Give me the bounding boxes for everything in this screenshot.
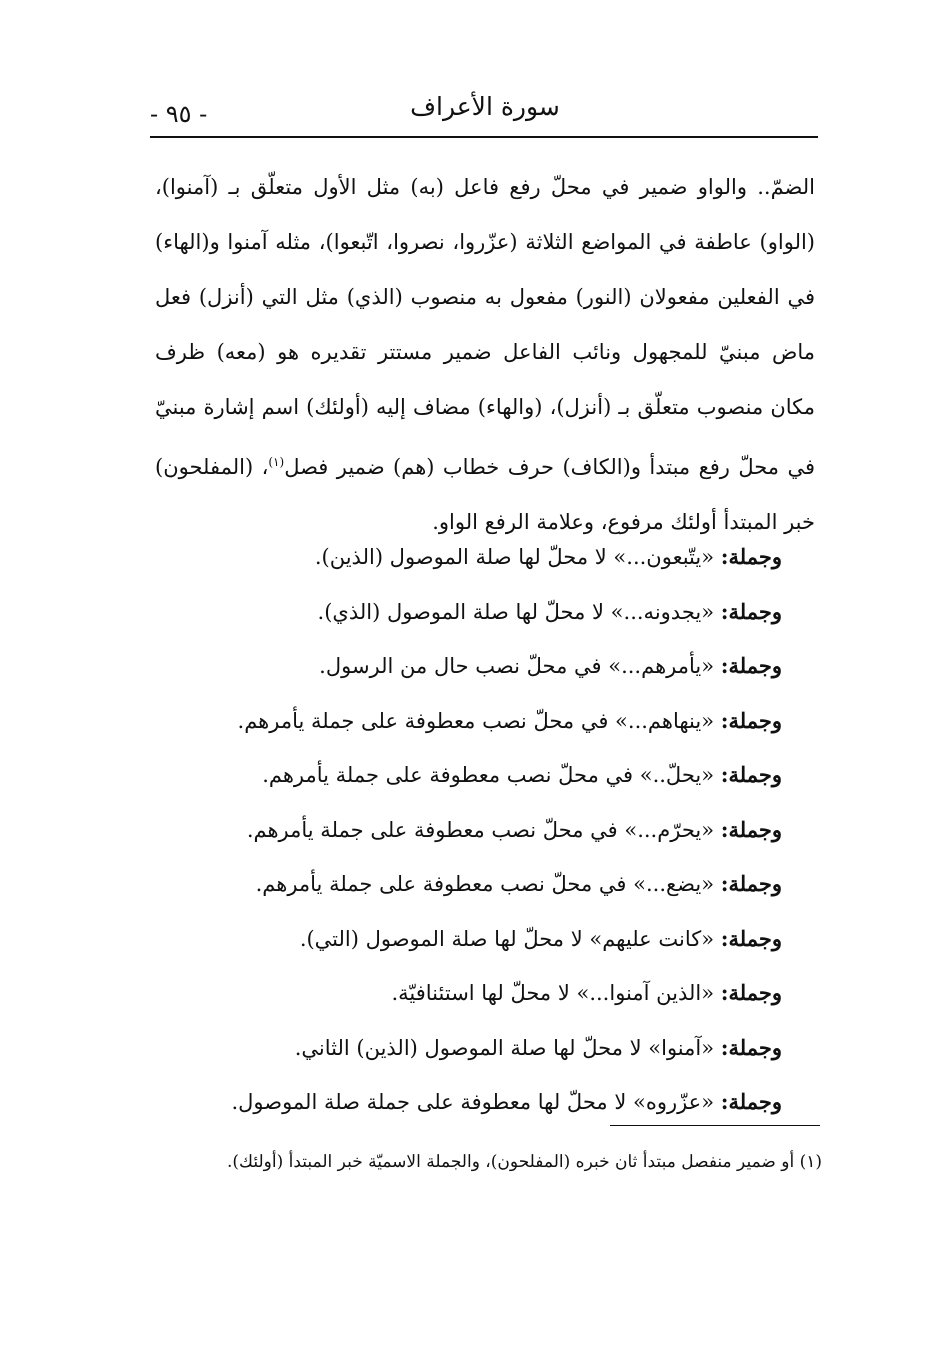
footnote-marker: (١) — [268, 455, 285, 469]
footnote-text: (١) أو ضمير منفصل مبتدأ ثان خبره (المفلحون)، والجملة الاسميّة خبر المبتدأ (أولئك). — [227, 1152, 822, 1172]
sentence-label: وجملة: — [720, 598, 782, 624]
sentence-label: وجملة: — [720, 980, 782, 1005]
paragraph-text-continued: ، (المفلحون) خبر المبتدأ أولئك مرفوع، وعلامة الرفع الواو. — [155, 455, 815, 534]
sentence-label: وجملة: — [720, 816, 782, 842]
sentence-label: وجملة: — [720, 871, 782, 896]
sentence-label: وجملة: — [720, 544, 782, 569]
sentence-item — [150, 1075, 782, 1130]
surah-title: سورة الأعراف — [410, 92, 560, 121]
sentence-text: «يأمرهم...» في محلّ نصب حال من الرسول. — [319, 654, 715, 678]
sentence-text: «يحلّ..» في محلّ نصب معطوفة على جملة يأمرهم. — [262, 763, 715, 787]
sentence-text: «آمنوا» لا محلّ لها صلة الموصول (الذين) الثاني. — [294, 1035, 715, 1060]
sentence-item — [150, 1021, 782, 1076]
sentence-text: «كانت عليهم» لا محلّ لها صلة الموصول (التي). — [299, 926, 715, 951]
sentence-text: «الذين آمنوا...» لا محلّ لها استئنافيّة. — [391, 981, 715, 1005]
sentence-item — [150, 912, 782, 967]
running-head — [150, 92, 820, 136]
sentence-item — [150, 639, 782, 694]
sentence-text: «يحرّم...» في محلّ نصب معطوفة على جملة يأمرهم. — [246, 817, 715, 842]
sentence-text: «ينهاهم...» في محلّ نصب معطوفة على جملة يأمرهم. — [237, 708, 715, 733]
sentence-text: «يضع...» في محلّ نصب معطوفة على جملة يأمرهم. — [255, 872, 715, 896]
sentence-label: وجملة: — [720, 762, 782, 787]
sentence-item — [150, 966, 782, 1021]
footnote-rule — [610, 1125, 820, 1126]
sentence-text: «عزّروه» لا محلّ لها معطوفة على جملة صلة الموصول. — [231, 1090, 715, 1114]
sentence-label: وجملة: — [720, 1089, 782, 1114]
sentence-item — [150, 748, 782, 803]
sentence-item — [150, 530, 782, 585]
sentence-label: وجملة: — [720, 925, 782, 951]
sentence-text: «يتّبعون...» لا محلّ لها صلة الموصول (الذين). — [314, 545, 715, 569]
sentence-list — [150, 530, 782, 1130]
sentence-item — [150, 803, 782, 858]
sentence-label: وجملة: — [720, 653, 782, 678]
page-number: - ٩٥ - — [150, 100, 208, 128]
sentence-text: «يجدونه...» لا محلّ لها صلة الموصول (الذي). — [317, 599, 715, 624]
sentence-label: وجملة: — [720, 1034, 782, 1060]
header-rule — [150, 136, 818, 138]
body-paragraph — [155, 160, 815, 550]
footnote — [150, 1146, 822, 1179]
paragraph-text: الضمّ.. والواو ضمير في محلّ رفع فاعل (به) مثل الأول متعلّق بـ (آمنوا)، (الواو) عاطفة في المواضع الثلاثة (عزّروا، نصروا، اتّبعوا)، مثله آمنوا و(الهاء) في الفعلين مفعولان (النور) مفعول به منصوب (الذي) مثل التي (أنزل) فعل ماض مبنيّ للمجهول ونائب الفاعل ضمير مستتر تقديره هو (معه) ظرف مكان منصوب متعلّق بـ (أنزل)، (والهاء) مضاف إليه (أولئك) اسم إشارة مبنيّ في محلّ رفع مبتدأ و(الكاف) حرف خطاب (هم) ضمير فصل — [155, 175, 815, 479]
sentence-label: وجملة: — [720, 707, 782, 733]
sentence-item — [150, 857, 782, 912]
sentence-item — [150, 585, 782, 640]
sentence-item — [150, 694, 782, 749]
